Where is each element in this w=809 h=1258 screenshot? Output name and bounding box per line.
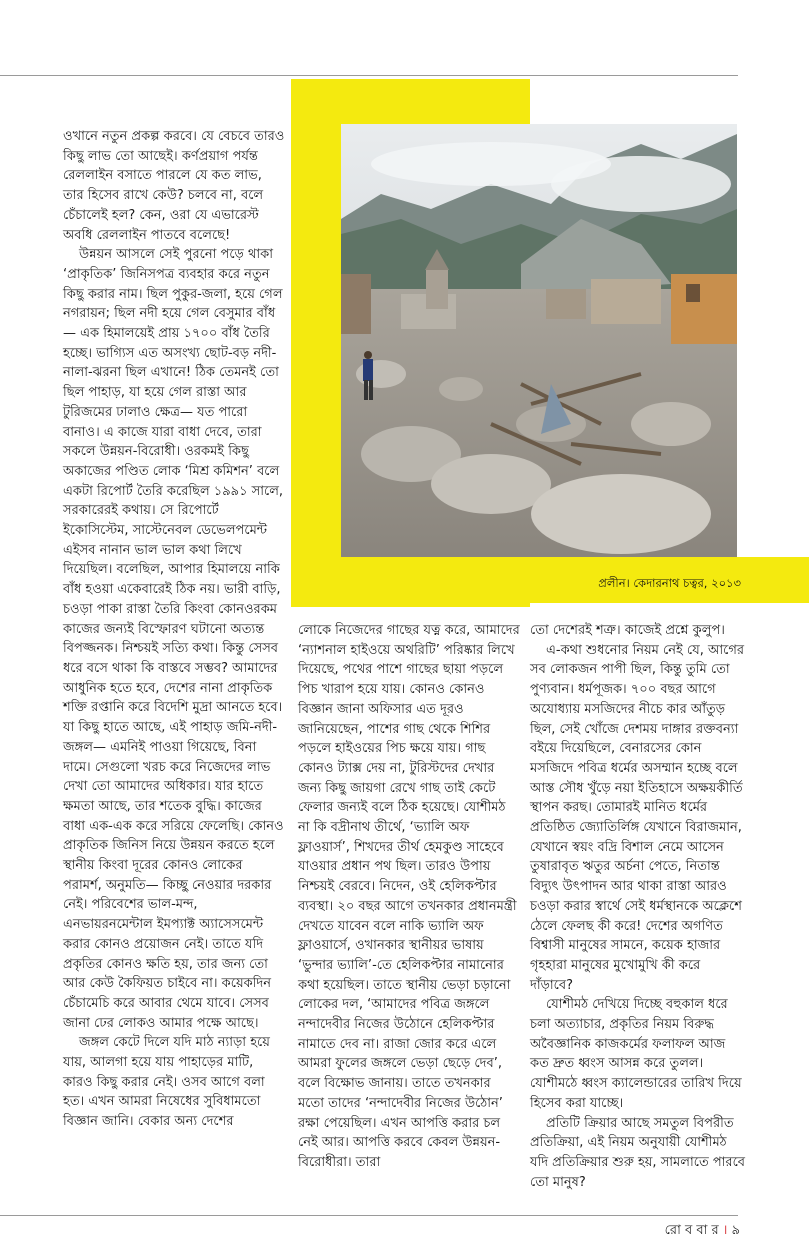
paragraph: তো দেশেরই শত্রু। কাজেই প্রশ্নে কুলুপ। [530,623,725,638]
photo-caption: প্রলীন। কেদারনাথ চত্বর, ২০১৩ [598,576,741,590]
page-folio [620,1221,740,1242]
article-column-1 [63,127,285,1132]
paragraph: উন্নয়ন আসলে সেই পুরনো পড়ে থাকা ‘প্রাকৃতিক’ জিনিসপত্র ব্যবহার করে নতুন কিছু করার নাম। ছিল পুকুর-জলা, হয়ে গেল নগরায়ন; ছিল নদী হয়ে গেল বেসুমার বাঁধ— এক হিমালয়েই প্রায় ১৭০০ বাঁধ তৈরি হচ্ছে। ভাগ্যিস এত অসংখ্য ছোট-বড় নদী-নালা-ঝরনা ছিল এখানে! ঠিক তেমনই তো ছিল পাহাড়, যা হয়ে গেল রাস্তা আর টুরিজমের ঢালাও ক্ষেত্র— যত পারো বানাও। এ কাজে যারা বাধা দেবে, তারা সকলে উন্নয়ন-বিরোধী। ওরকমই কিছু অকাজের পণ্ডিত লোক ‘মিশ্র কমিশন’ বলে একটা রিপোর্ট তৈরি করেছিল ১৯৯১ সালে, সরকারেরই কথায়। সে রিপোর্টে ইকোসিস্টেম, সাস্টেনেবল ডেভেলপমেন্ট এইসব নানান ভাল ভাল কথা লিখে দিয়েছিল। বলেছিল, আপার হিমালয়ে নাকি বাঁধ হওয়া একেবারেই ঠিক নয়। ভারী বাড়ি, চওড়া পাকা রাস্তা তৈরি কিংবা কোনওরকম কাজের জন্যই বিস্ফোরণ ঘটানো অত্যন্ত বিপজ্জনক। নিশ্চয়ই সত্যি কথা। কিন্তু সেসব ধরে বসে থাকা কি বাস্তবে সম্ভব? আমাদের আধুনিক হতে হবে, দেশের নানা প্রাকৃতিক শক্তি রপ্তানি করে বিদেশি মুদ্রা আনতে হবে। যা কিছু হাতে আছে, এই পাহাড় জমি-নদী-জঙ্গল— এমনিই পাওয়া গিয়েছে, বিনা দামে। সেগুলো খরচ করে নিজেদের লাভ দেখা তো আমাদের অধিকার। যার হাতে ক্ষমতা আছে, তার শতেক বুদ্ধি। কাজের বাধা এক-এক করে সরিয়ে ফেলেছি। কোনও প্রাকৃতিক জিনিস নিয়ে উন্নয়ন করতে হলে স্থানীয় কিংবা দূরের কোনও লোকের পরামর্শ, অনুমতি— কিচ্ছু নেওয়ার দরকার নেই। পরিবেশের ভাল-মন্দ, এনভায়রনমেন্টাল ইমপ্যাক্ট অ্যাসেসমেন্ট করার কোনও প্রয়োজন নেই। তাতে যদি প্রকৃতির কোনও ক্ষতি হয়, তার জন্য তো আর কেউ কৈফিয়ত চাইবে না। কয়েকদিন চেঁচামেচি করে আবার থেমে যাবে। সেসব জানা ঢের লোকও আমার পক্ষে আছে। [63,247,284,1031]
top-rule [0,75,738,76]
paragraph: প্রতিটি ক্রিয়ার আছে সমতুল বিপরীত প্রতিক্রিয়া, এই নিয়ম অনুযায়ী যোশীমঠ যদি প্রতিক্রিয়ার শুরু হয়, সামলাতে পারবে তো মানুষ? [530,1115,746,1190]
paragraph: যোশীমঠ দেখিয়ে দিচ্ছে বহুকাল ধরে চলা অত্যাচার, প্রকৃতির নিয়ম বিরুদ্ধ অবৈজ্ঞানিক কাজকর্মের ফলাফল আজ কত দ্রুত ধ্বংস আসন্ন করে তুলল। যোশীমঠে ধ্বংস ক্যালেন্ডারের তারিখ দিয়ে হিসেব করা যাচ্ছে। [530,997,742,1111]
paragraph: এ-কথা শুধনোর নিয়ম নেই যে, আগের সব লোকজন পাপী ছিল, কিন্তু তুমি তো পুণ্যবান। ধর্মপূজক। ৭০০ বছর আগে অযোধ্যায় মসজিদের নীচে কার আঁতুড় ছিল, সেই খোঁজে দেশময় দাঙ্গার রক্তবন্যা বইয়ে দিয়েছিলে, বেনারসের কোন মসজিদে পবিত্র ধর্মের অসম্মান হচ্ছে বলে আস্ত সৌধ খুঁড়ে নয়া ইতিহাসে অক্ষয়কীর্তি স্থাপন করছ। তোমারই মানিত ধর্মের প্রতিষ্ঠিত জ্যোতির্লিঙ্গ যেখানে বিরাজমান, যেখানে স্বয়ং বদ্রি বিশাল নেমে আসেন তুষারাবৃত ঋতুর অর্চনা পেতে, নিতান্ত বিদ্যুৎ উৎপাদন আর থাকা রাস্তা আরও চওড়া করার স্বার্থে সেই ধর্মস্থানকে অক্লেশে ঠেলে ফেলছ কী করে! দেশের অগণিত বিশ্বাসী মানুষের সামনে, কয়েক হাজার গৃহহারা মানুষের মুখোমুখি কী করে দাঁড়াবে? [530,642,745,993]
paragraph: লোকে নিজেদের গাছের যত্ন করে, আমাদের ‘ন্যাশনাল হাইওয়ে অথরিটি’ পরিষ্কার লিখে দিয়েছে, পথের পাশে গাছের ছায়া পড়লে পিচ খারাপ হয়ে যায়। কোনও কোনও বিজ্ঞান জানা অফিসার এত দূরও জানিয়েছেন, পাশের গাছ থেকে শিশির পড়লে হাইওয়ের পিচ ক্ষয়ে যায়। গাছ কোনও ট্যাক্স দেয় না, টুরিস্টদের দেখার জন্য কিছু জায়গা রেখে গাছ তাই কেটে ফেলার জন্যই বলে ঠিক হয়েছে। যোশীমঠ না কি বদ্রীনাথ তীর্থে, ‘ভ্যালি অফ ফ্লাওয়ার্স’, শিখদের তীর্থ হেমকুণ্ড সাহেবে যাওয়ার প্রধান পথ ছিল। তারও উপায় নিশ্চয়ই বেরবে। নিদেন, ওই হেলিকপ্টার ব্যবস্থা। ২০ বছর আগে তখনকার প্রধানমন্ত্রী দেখতে যাবেন বলে নাকি ভ্যালি অফ ফ্লাওয়ার্সে, ওখানকার স্থানীয়র ভাষায় ‘ভুন্দার ভ্যালি’-তে হেলিকপ্টার নামানোর কথা হয়েছিল। তাতে স্থানীয় ভেড়া চড়ানো লোকের দল, ‘আমাদের পবিত্র জঙ্গলে নন্দাদেবীর নিজের উঠোনে হেলিকপ্টার নামাতে দেব না। রাজা জোর করে এলে আমরা ফুলের জঙ্গলে ভেড়া ছেড়ে দেব’, বলে বিক্ষোভ জানায়। তাতে তখনকার মতো তাদের ‘নন্দাদেবীর নিজের উঠোন’ রক্ষা পেয়েছিল। এখন আপত্তি করার চল নেই আর। আপত্তি করবে কেবল উন্নয়ন-বিরোধীরা। তারা [298,623,520,1170]
article-column-2 [298,621,520,1173]
magazine-name: রো ব বা র [664,1223,719,1238]
article-photo [341,124,737,557]
paragraph: জঙ্গল কেটে দিলে যদি মাঠ ন্যাড়া হয়ে যায়, আলগা হয়ে যায় পাহাড়ের মাটি, কারও কিছু করার নেই। ওসব আগে বলা হত। এখন আমরা নিষেধের সুবিধামতো বিজ্ঞান জানি। বেকার অন্য দেশের [63,1035,270,1130]
folio-separator: । [722,1223,728,1238]
paragraph: ওখানে নতুন প্রকল্প করবে। যে বেচবে তারও কিছু লাভ তো আছেই। কর্ণপ্রয়াগ পর্যন্ত রেললাইন বসাতে পারলে যে কত লাভ, তার হিসেব রাখে কেউ? চলবে না, বলে চেঁচালেই হল? কেন, ওরা যে এভারেস্ট অবধি রেললাইন পাতবে বলেছে! [63,129,285,243]
page-number: ৯ [731,1223,740,1238]
bottom-rule [0,1215,738,1216]
article-column-3 [530,621,746,1192]
photo-illustration [341,124,737,557]
